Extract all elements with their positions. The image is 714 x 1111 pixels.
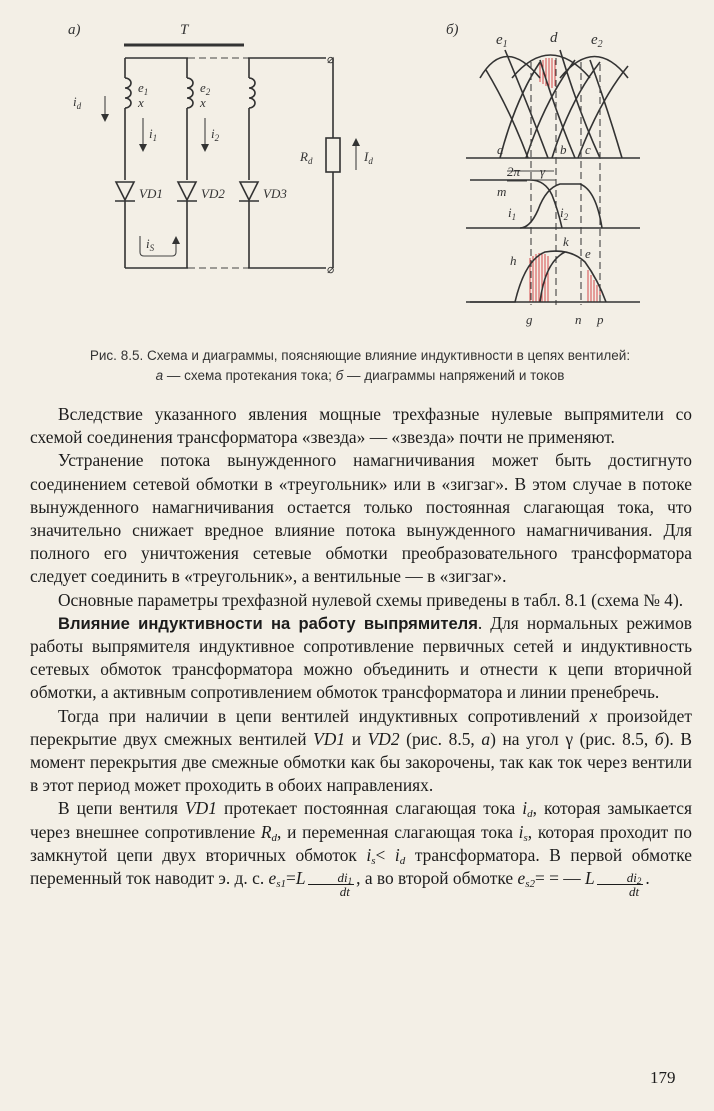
- svg-text:VD3: VD3: [263, 186, 287, 201]
- transformer-label: T: [180, 22, 189, 38]
- paragraph-2: Устранение потока вынужденного намагничивания может быть достигнуто соединением сетевой обмотки в «треугольник» или в «зигзаг». В этом случае в потоке вынужденного намагничивания остается только постоянная слагающая тока, что значительно снижает вредное влияние потока вынужденного намагничивания. Для полного его уничтожения сетевые обмотки преобразовательного трансформатора следует соединить в «треугольник», а вентильные — в «зигзаг».: [30, 450, 692, 587]
- g-label: g: [526, 312, 533, 327]
- paragraph-6: В цепи вентиля VD1 протекает постоянная слагающая тока $i_d$, которая замыкается через внешнее сопротивление $R_d$, и переменная слагающая тока $i_s$, которая проходит по замкнутой цепи двух вторичных обмоток $i_s< i_d$ трансформатора. В первой обмотке переменный ток наводит э. д. с. $e_{s1}=L$ $\frac{di_1}{dt}$ , а во второй обмотке $e_{s2}=$ = — L $\frac{di_2}{dt}$ .: [30, 798, 692, 900]
- diode-vd3: [239, 182, 287, 268]
- i2-curve-label: $i_2$: [560, 205, 569, 222]
- load-current-label: $I_d$: [364, 149, 373, 166]
- panel-b-diagrams: [446, 22, 640, 327]
- p-label: p: [597, 312, 604, 327]
- fraction-di2-dt: $\frac{di_2}{dt}$: [597, 871, 644, 898]
- k-label: k: [563, 234, 569, 249]
- body-text: [30, 403, 692, 898]
- section-heading: Влияние индуктивности на работу выпрямителя: [58, 613, 478, 633]
- is-arrow-icon: [172, 236, 180, 244]
- diode-vd1: [115, 182, 163, 268]
- period-label: 2π: [507, 164, 521, 179]
- figure-8-5: [0, 0, 714, 340]
- caption-line-2: а — схема протекания тока; б — диаграммы напряжений и токов: [155, 368, 565, 383]
- load-label: $R_d$: [300, 149, 313, 166]
- load-current-arrow-icon: [352, 138, 360, 146]
- i1-label: $i_1$: [149, 126, 158, 143]
- panel-a-label: а): [68, 22, 81, 38]
- point-b-label: b: [560, 142, 567, 157]
- load-resistor: [326, 138, 340, 172]
- point-c-label: c: [585, 142, 591, 157]
- gamma-label: γ: [540, 164, 546, 179]
- paragraph-5: Тогда при наличии в цепи вентилей индуктивных сопротивлений x произойдет перекрытие двух смежных вентилей VD1 и VD2 (рис. 8.5, а) на угол γ (рис. 8.5, б). В момент перекрытия две смежные обмотки как бы закорочены, так как ток через вентили в этот период может проходить в обоих направлениях.: [30, 705, 692, 796]
- svg-text:⌀: ⌀: [327, 52, 335, 66]
- point-d-label: d: [550, 30, 558, 46]
- winding-2-coil-icon: [187, 78, 193, 108]
- fraction-di1-dt: $\frac{di_1}{dt}$: [308, 871, 355, 898]
- i2-arrow-icon: [201, 144, 209, 152]
- period-m-label: m: [497, 184, 507, 199]
- h-label: h: [510, 253, 517, 268]
- winding-3-coil-icon: [249, 78, 255, 108]
- n-label: n: [575, 312, 582, 327]
- i1-arrow-icon: [139, 144, 147, 152]
- curve-e2-label: $e_2$: [591, 32, 603, 50]
- panel-b-label: б): [446, 22, 459, 38]
- winding-1-coil-icon: [125, 78, 131, 108]
- i1-curve-label: $i_1$: [508, 205, 517, 222]
- paragraph-4: Влияние индуктивности на работу выпрямителя. Для нормальных режимов работы выпрямителя индуктивное сопротивление первичных сетей и индуктивность сетевых обмоток трансформатора можно объединить и отнести к цепи вторичной обмотки, а активным сопротивлением обмоток трансформатора и линии пренебречь.: [30, 612, 692, 703]
- svg-text:VD2: VD2: [201, 186, 225, 201]
- winding-2-emf: $e_2$: [200, 80, 211, 97]
- figure-caption: [30, 346, 690, 386]
- svg-text:VD1: VD1: [139, 186, 163, 201]
- caption-line-1: Рис. 8.5. Схема и диаграммы, поясняющие влияние индуктивности в цепях вентилей:: [89, 348, 631, 363]
- figure-drawing: [0, 0, 714, 340]
- svg-text:⌀: ⌀: [327, 262, 335, 276]
- id-label: $i_d$: [73, 94, 82, 111]
- page-number: 179: [650, 1068, 676, 1087]
- winding-2-reactance: x: [200, 95, 206, 110]
- i2-label: $i_2$: [211, 126, 220, 143]
- diode-vd2: [177, 182, 225, 268]
- winding-1-reactance: x: [138, 95, 144, 110]
- paragraph-3: Основные параметры трехфазной нулевой схемы приведены в табл. 8.1 (схема № 4).: [58, 589, 684, 610]
- panel-a-circuit: [68, 22, 373, 276]
- winding-1-emf: $e_1$: [138, 80, 149, 97]
- e-label: e: [585, 246, 591, 261]
- point-a-label: a: [497, 142, 504, 157]
- id-arrow-icon: [101, 114, 109, 122]
- is-label: $i_S$: [146, 236, 155, 253]
- curve-e1-label: $e_1$: [496, 32, 508, 50]
- paragraph-1: Вследствие указанного явления мощные трехфазные нулевые выпрямители со схемой соединения трансформатора «звезда» — «звезда» почти не применяют.: [30, 404, 692, 448]
